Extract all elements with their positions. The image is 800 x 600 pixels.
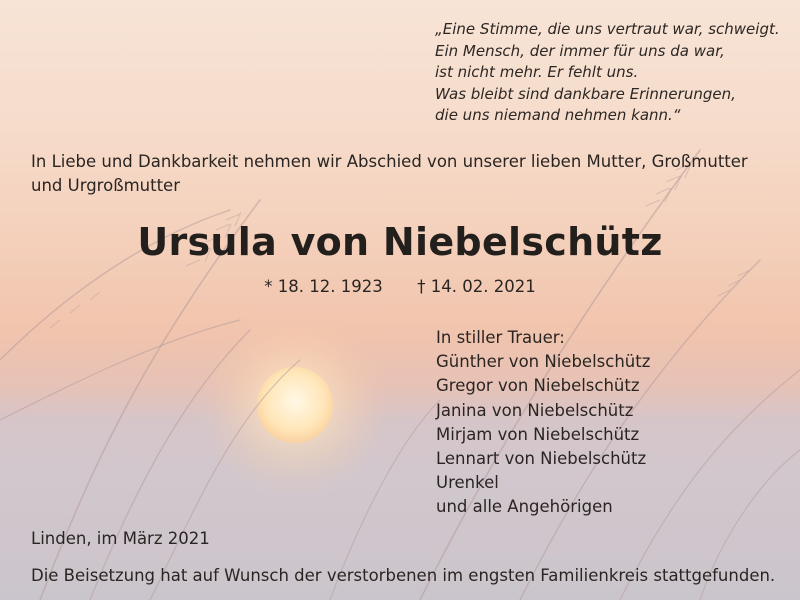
mourners-list [436,326,786,520]
mourner-name: Günther von Niebelschütz [436,352,651,372]
life-dates [0,277,800,296]
mourner-name: Lennart von Niebelschütz [436,449,647,469]
mourner-name: und alle Angehörigen [436,497,613,517]
death-date: † 14. 02. 2021 [417,277,536,296]
quote-line: Ein Mensch, der immer für uns da war, [435,41,725,60]
mourner-name: Mirjam von Niebelschütz [436,424,640,444]
deceased-name: Ursula von Niebelschütz [137,220,663,264]
quote-line: Was bleibt sind dankbare Erinnerungen, [435,84,736,103]
quote-line: „Eine Stimme, die uns vertraut war, schweigt. [435,20,780,38]
birth-date: * 18. 12. 1923 [264,277,383,296]
mourner-name: Gregor von Niebelschütz [436,376,640,396]
farewell-intro: In Liebe und Dankbarkeit nehmen wir Abschied von unserer lieben Mutter, Großmutter und Urgroßmutter [31,152,748,195]
mourners-heading: In stiller Trauer: [436,328,565,347]
quote-line: die uns niemand nehmen kann.“ [435,106,681,124]
mourner-name: Urenkel [436,473,499,493]
memorial-quote [435,19,795,127]
mourner-name: Janina von Niebelschütz [436,400,634,420]
place-and-date: Linden, im März 2021 [31,529,210,548]
burial-note: Die Beisetzung hat auf Wunsch der verstorbenen im engsten Familienkreis stattgefunden. [31,566,776,585]
quote-line: ist nicht mehr. Er fehlt uns. [435,63,639,81]
